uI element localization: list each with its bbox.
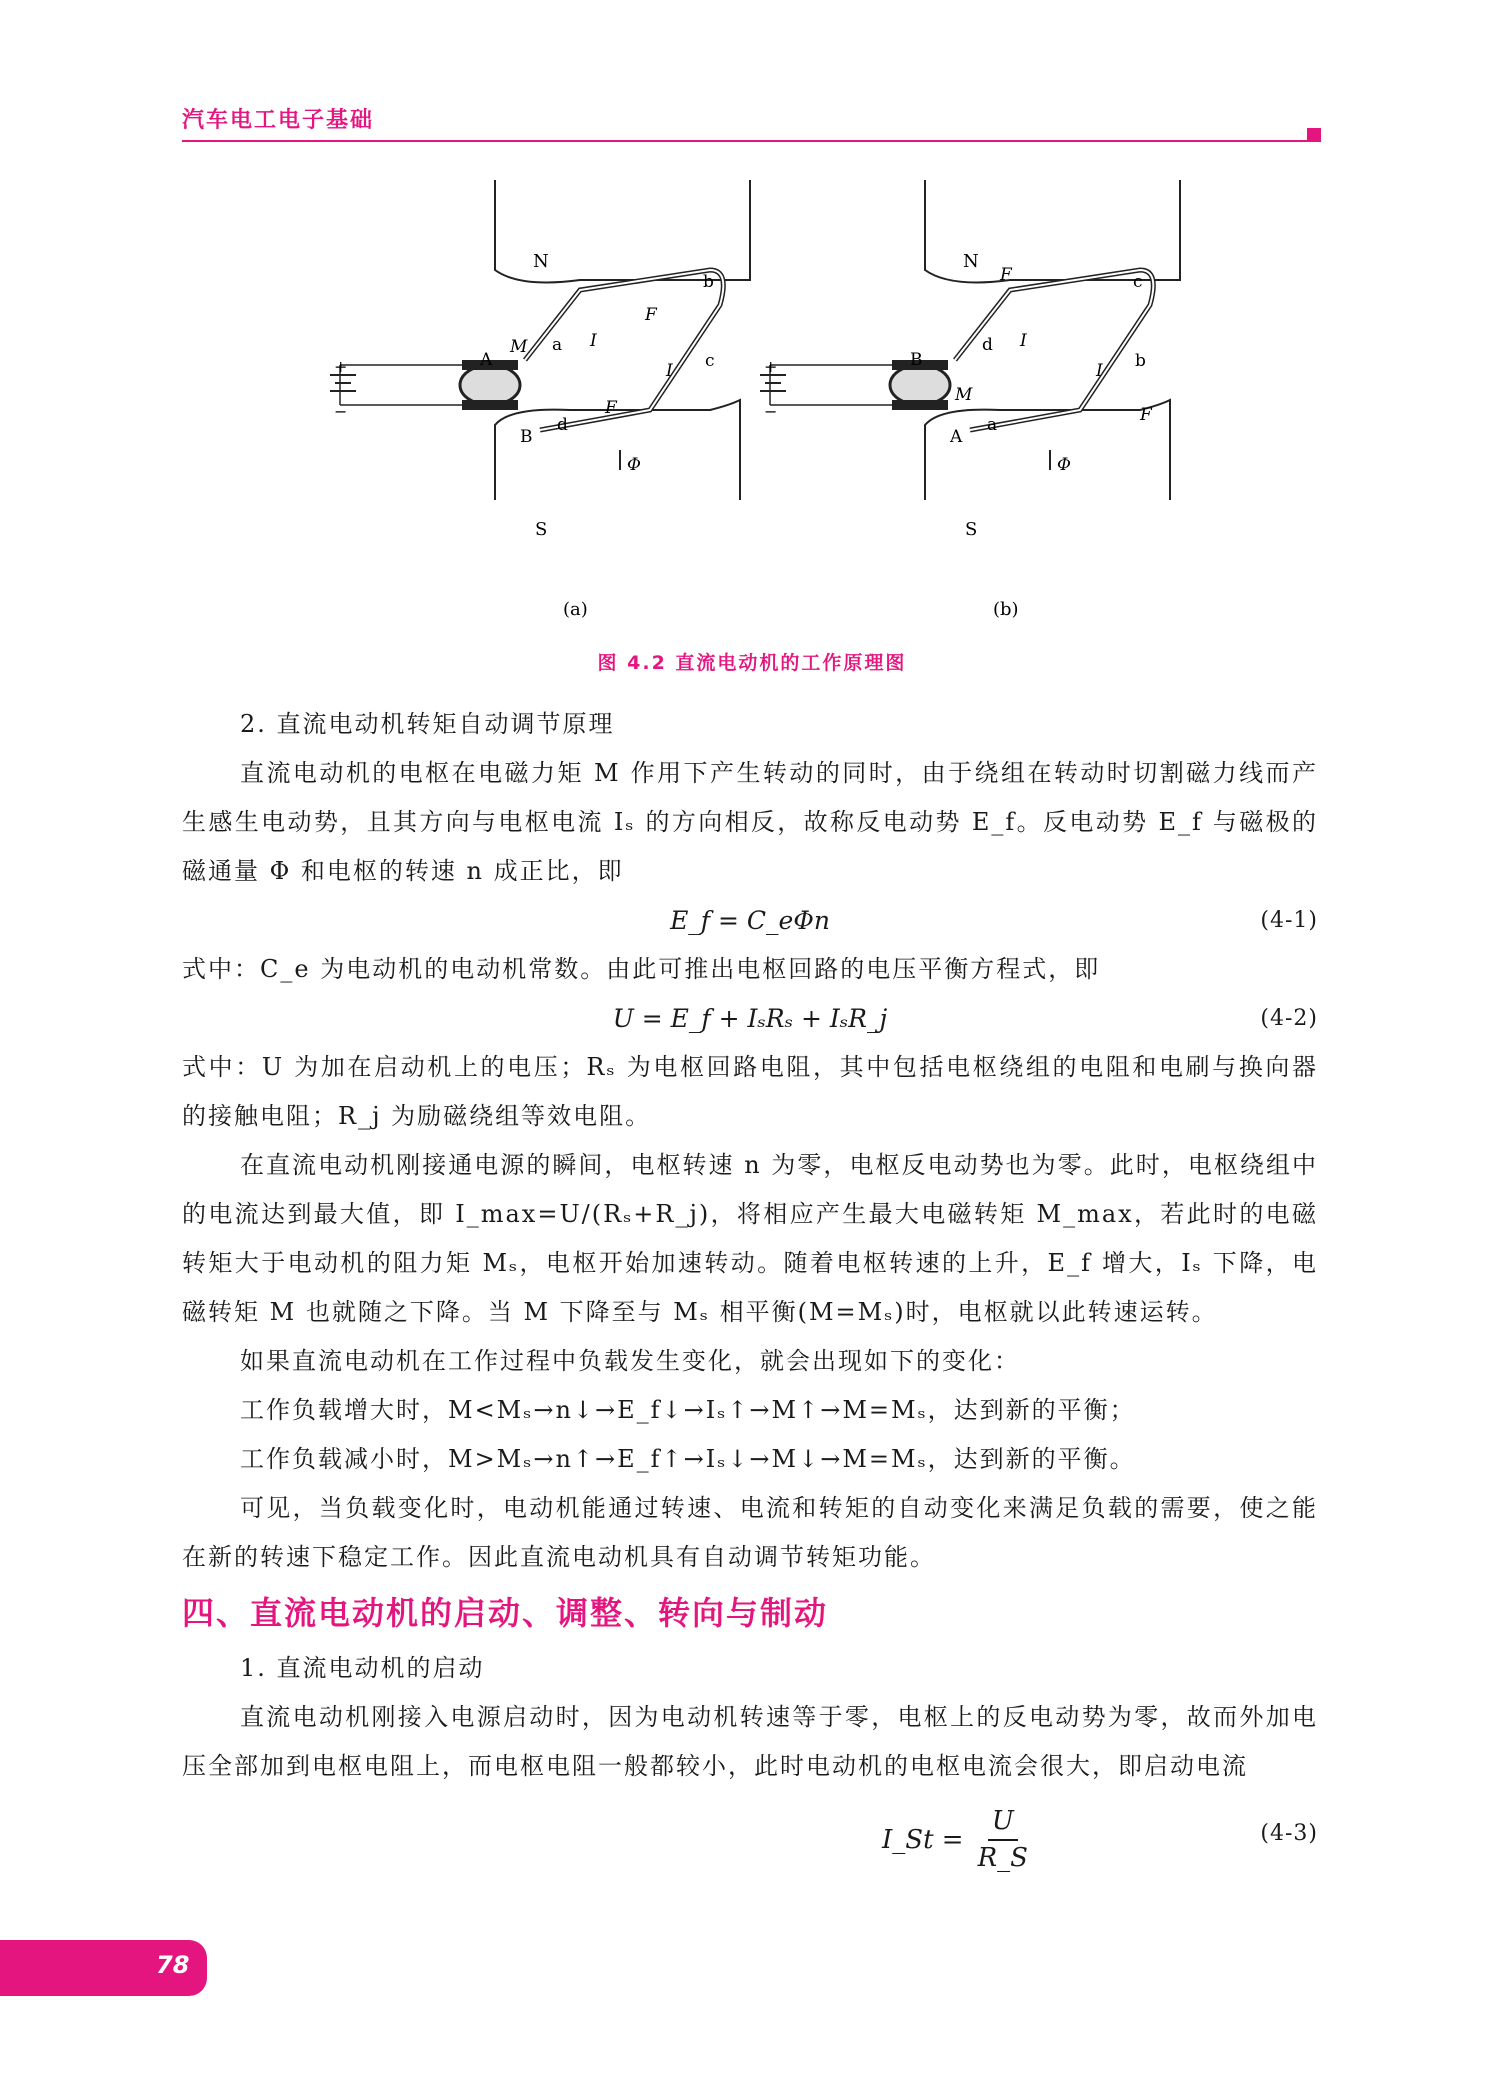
current-label-b2: I xyxy=(1096,361,1103,381)
point-c-b: c xyxy=(1133,272,1143,292)
paragraph: 工作负载减小时，M>Mₛ→n↑→E_f↑→Iₛ↓→M↓→M=Mₛ，达到新的平衡。 xyxy=(240,1445,1136,1473)
plus-b: + xyxy=(764,357,778,376)
minus-a: − xyxy=(334,402,348,421)
point-A-b: A xyxy=(950,427,963,447)
point-a-a: a xyxy=(552,335,563,355)
paragraph: 可见，当负载变化时，电动机能通过转速、电流和转矩的自动变化来满足负载的需要，使之能在新的转速下稳定工作。因此直流电动机具有自动调节转矩功能。 xyxy=(182,1494,1318,1571)
point-d-a: d xyxy=(557,415,568,435)
point-b-b: b xyxy=(1135,351,1146,371)
commutator-a xyxy=(460,365,520,405)
torque-label-a: M xyxy=(510,337,528,357)
force-label-b2: F xyxy=(1140,405,1152,425)
page-number: 78 xyxy=(156,1951,190,1979)
plus-a: + xyxy=(334,357,348,376)
point-d-b: d xyxy=(982,335,993,355)
brush-bottom-a xyxy=(462,400,518,410)
minus-b: − xyxy=(764,402,778,421)
fraction-numerator: U xyxy=(988,1805,1018,1841)
brush-bottom-b xyxy=(892,400,948,410)
sublabel-a: (a) xyxy=(563,599,588,620)
main-content xyxy=(182,700,1318,1889)
subsection-heading: 2. 直流电动机转矩自动调节原理 xyxy=(240,710,615,738)
running-header-title: 汽车电工电子基础 xyxy=(182,108,375,133)
subsection-heading: 1. 直流电动机的启动 xyxy=(240,1654,485,1682)
force-label-b: F xyxy=(1000,265,1012,285)
equation-number: (4-1) xyxy=(1260,908,1318,933)
equation-body: E_f = C_eΦn xyxy=(670,906,830,935)
commutator-b xyxy=(890,365,950,405)
equation-4-1 xyxy=(182,896,1318,945)
point-A-a: A xyxy=(480,350,493,370)
battery-icon xyxy=(760,375,786,391)
equation-body: U = E_f + IₛRₛ + IₛR_j xyxy=(612,1004,888,1033)
paragraph: 在直流电动机刚接通电源的瞬间，电枢转速 n 为零，电枢反电动势也为零。此时，电枢绕组中的电流达到最大值，即 I_max=U/(Rₛ+R_j)，将相应产生最大电磁转矩 M_max，若此时的电磁转矩大于电动机的阻力矩 Mₛ，电枢开始加速转动。随着电枢转速的上升，E_f 增大，Iₛ 下降，电磁转矩 M 也就随之下降。当 M 下降至与 Mₛ 相平衡(M=Mₛ)时，电枢就以此转速运转。 xyxy=(182,1151,1318,1326)
fraction-denominator: R_S xyxy=(977,1843,1028,1873)
point-B-b: B xyxy=(910,350,923,370)
point-B-a: B xyxy=(520,427,533,447)
point-a-b: a xyxy=(987,415,998,435)
figure-caption: 图 4.2 直流电动机的工作原理图 xyxy=(597,652,907,674)
force-label-a2: F xyxy=(605,398,617,418)
paragraph: 直流电动机刚接入电源启动时，因为电动机转速等于零，电枢上的反电动势为零，故而外加电压全部加到电枢电阻上，而电枢电阻一般都较小，此时电动机的电枢电流会很大，即启动电流 xyxy=(182,1703,1318,1780)
flux-label-b: Φ xyxy=(1057,455,1071,475)
point-c-a: c xyxy=(705,351,715,371)
current-label-a2: I xyxy=(666,361,673,381)
point-b-a: b xyxy=(703,272,714,292)
current-label-a: I xyxy=(590,331,597,351)
paragraph: 工作负载增大时，M<Mₛ→n↓→E_f↓→Iₛ↑→M↑→M=Mₛ，达到新的平衡； xyxy=(240,1396,1136,1424)
torque-label-b: M xyxy=(955,385,973,405)
north-label-a: N xyxy=(533,251,549,272)
equation-lhs: I_St = xyxy=(882,1825,964,1855)
paragraph: 式中：C_e 为电动机的电动机常数。由此可推出电枢回路的电压平衡方程式，即 xyxy=(182,955,1101,983)
header-marker xyxy=(1307,128,1321,142)
equation-4-3 xyxy=(182,1799,1318,1889)
battery-icon xyxy=(330,375,356,391)
paragraph: 如果直流电动机在工作过程中负载发生变化，就会出现如下的变化： xyxy=(240,1347,1020,1375)
north-label-b: N xyxy=(963,251,979,272)
current-label-b: I xyxy=(1020,331,1027,351)
panel-b xyxy=(760,180,1180,620)
motor-principle-figure xyxy=(320,170,1200,630)
header-rule xyxy=(182,140,1318,142)
equation-4-2 xyxy=(182,994,1318,1043)
equation-number: (4-3) xyxy=(1260,1821,1318,1846)
equation-number: (4-2) xyxy=(1260,1006,1318,1031)
force-label-a: F xyxy=(645,305,657,325)
panel-a xyxy=(330,180,750,620)
paragraph: 直流电动机的电枢在电磁力矩 M 作用下产生转动的同时，由于绕组在转动时切割磁力线而产生感生电动势，且其方向与电枢电流 Iₛ 的方向相反，故称反电动势 E_f。反电动势 E_f 与磁极的磁通量 Φ 和电枢的转速 n 成正比，即 xyxy=(182,759,1318,885)
paragraph: 式中：U 为加在启动机上的电压；Rₛ 为电枢回路电阻，其中包括电枢绕组的电阻和电刷与换向器的接触电阻；R_j 为励磁绕组等效电阻。 xyxy=(182,1053,1318,1130)
south-label-a: S xyxy=(535,519,548,540)
south-label-b: S xyxy=(965,519,978,540)
section-title: 四、直流电动机的启动、调整、转向与制动 xyxy=(182,1594,829,1632)
flux-label-a: Φ xyxy=(627,455,641,475)
sublabel-b: (b) xyxy=(993,599,1019,620)
